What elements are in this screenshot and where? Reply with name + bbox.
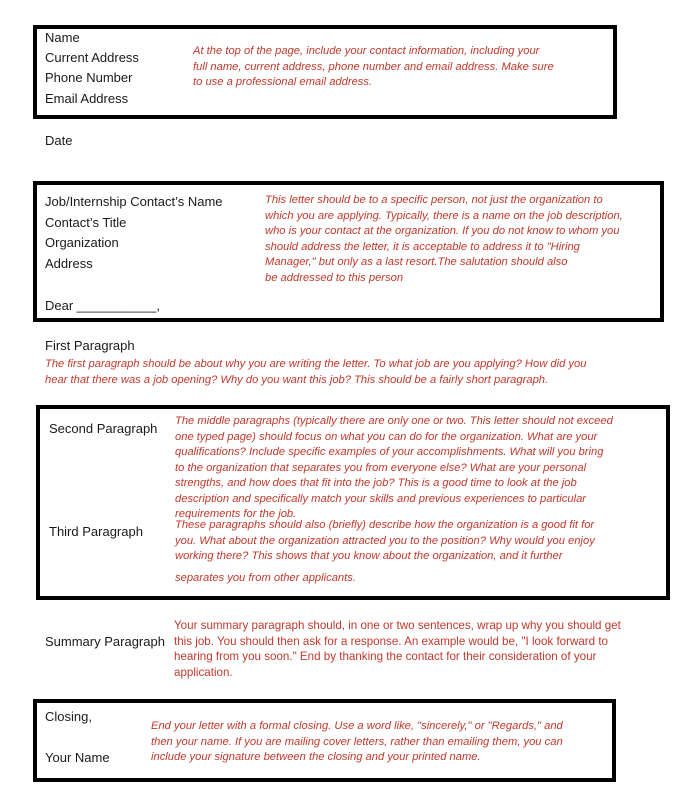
closing-note: End your letter with a formal closing. Use a word like, "sincerely," or "Regards," and then your name. If you are mailing cover letters, rather than emailing them, you can include your signature between the closing and your printed name. — [151, 720, 563, 763]
second-paragraph-label: Second Paragraph — [49, 421, 158, 436]
contact-name-label: Job/Internship Contact’s Name — [45, 194, 223, 209]
salutation-label: Dear ___________, — [45, 298, 160, 313]
closing-label: Closing, — [45, 709, 92, 724]
recipient-note: This letter should be to a specific person, not just the organization to which you are applying. Typically, there is a name on the job description, who is your contact at the organization. If you do not know to whom you should address the letter, it is acceptable to address it to "Hiring Manager," but only as a last resort.The salutation should also be addressed to this person — [265, 194, 623, 284]
name-label: Name — [45, 30, 80, 45]
organization-label: Organization — [45, 235, 119, 250]
first-paragraph-label: First Paragraph — [45, 338, 135, 353]
address-label: Address — [45, 256, 93, 271]
summary-paragraph-note: Your summary paragraph should, in one or two sentences, wrap up why you should get this job. You should then ask for a response. An example would be, "I look forward to hearing from you soon." End by thanking the contact for their consideration of your application. — [174, 619, 621, 679]
phone-number-label: Phone Number — [45, 70, 133, 85]
third-paragraph-note: These paragraphs should also (briefly) describe how the organization is a good fit for you. What about the organization attracted you to the position? Why would you enjoy working there? This shows that you know about the organization, and it further separates you from other applicants. — [175, 519, 595, 584]
second-paragraph-note: The middle paragraphs (typically there are only one or two. This letter should not exceed one typed page) should focus on what you can do for the organization. What are your qualifications? Include specific examples of your accomplishments. What will you bring to the organization that separates you from everyone else? What are your personal strengths, and how does that fit into the job? This is a good time to look at the job description and specifically match your skills and previous experiences to particular requirements for the job. — [175, 415, 613, 520]
contact-info-note: At the top of the page, include your contact information, including your full name, current address, phone number and email address. Make sure to use a professional email address. — [193, 45, 554, 88]
contact-title-label: Contact’s Title — [45, 215, 127, 230]
email-address-label: Email Address — [45, 91, 129, 106]
summary-paragraph-label: Summary Paragraph — [45, 634, 165, 649]
your-name-label: Your Name — [45, 750, 110, 765]
current-address-label: Current Address — [45, 50, 139, 65]
date-label: Date — [45, 133, 73, 148]
first-paragraph-note: The first paragraph should be about why you are writing the letter. To what job are you applying? How did you hear that there was a job opening? Why do you want this job? This should be a fairly short paragraph. — [45, 358, 587, 386]
third-paragraph-label: Third Paragraph — [49, 524, 143, 539]
